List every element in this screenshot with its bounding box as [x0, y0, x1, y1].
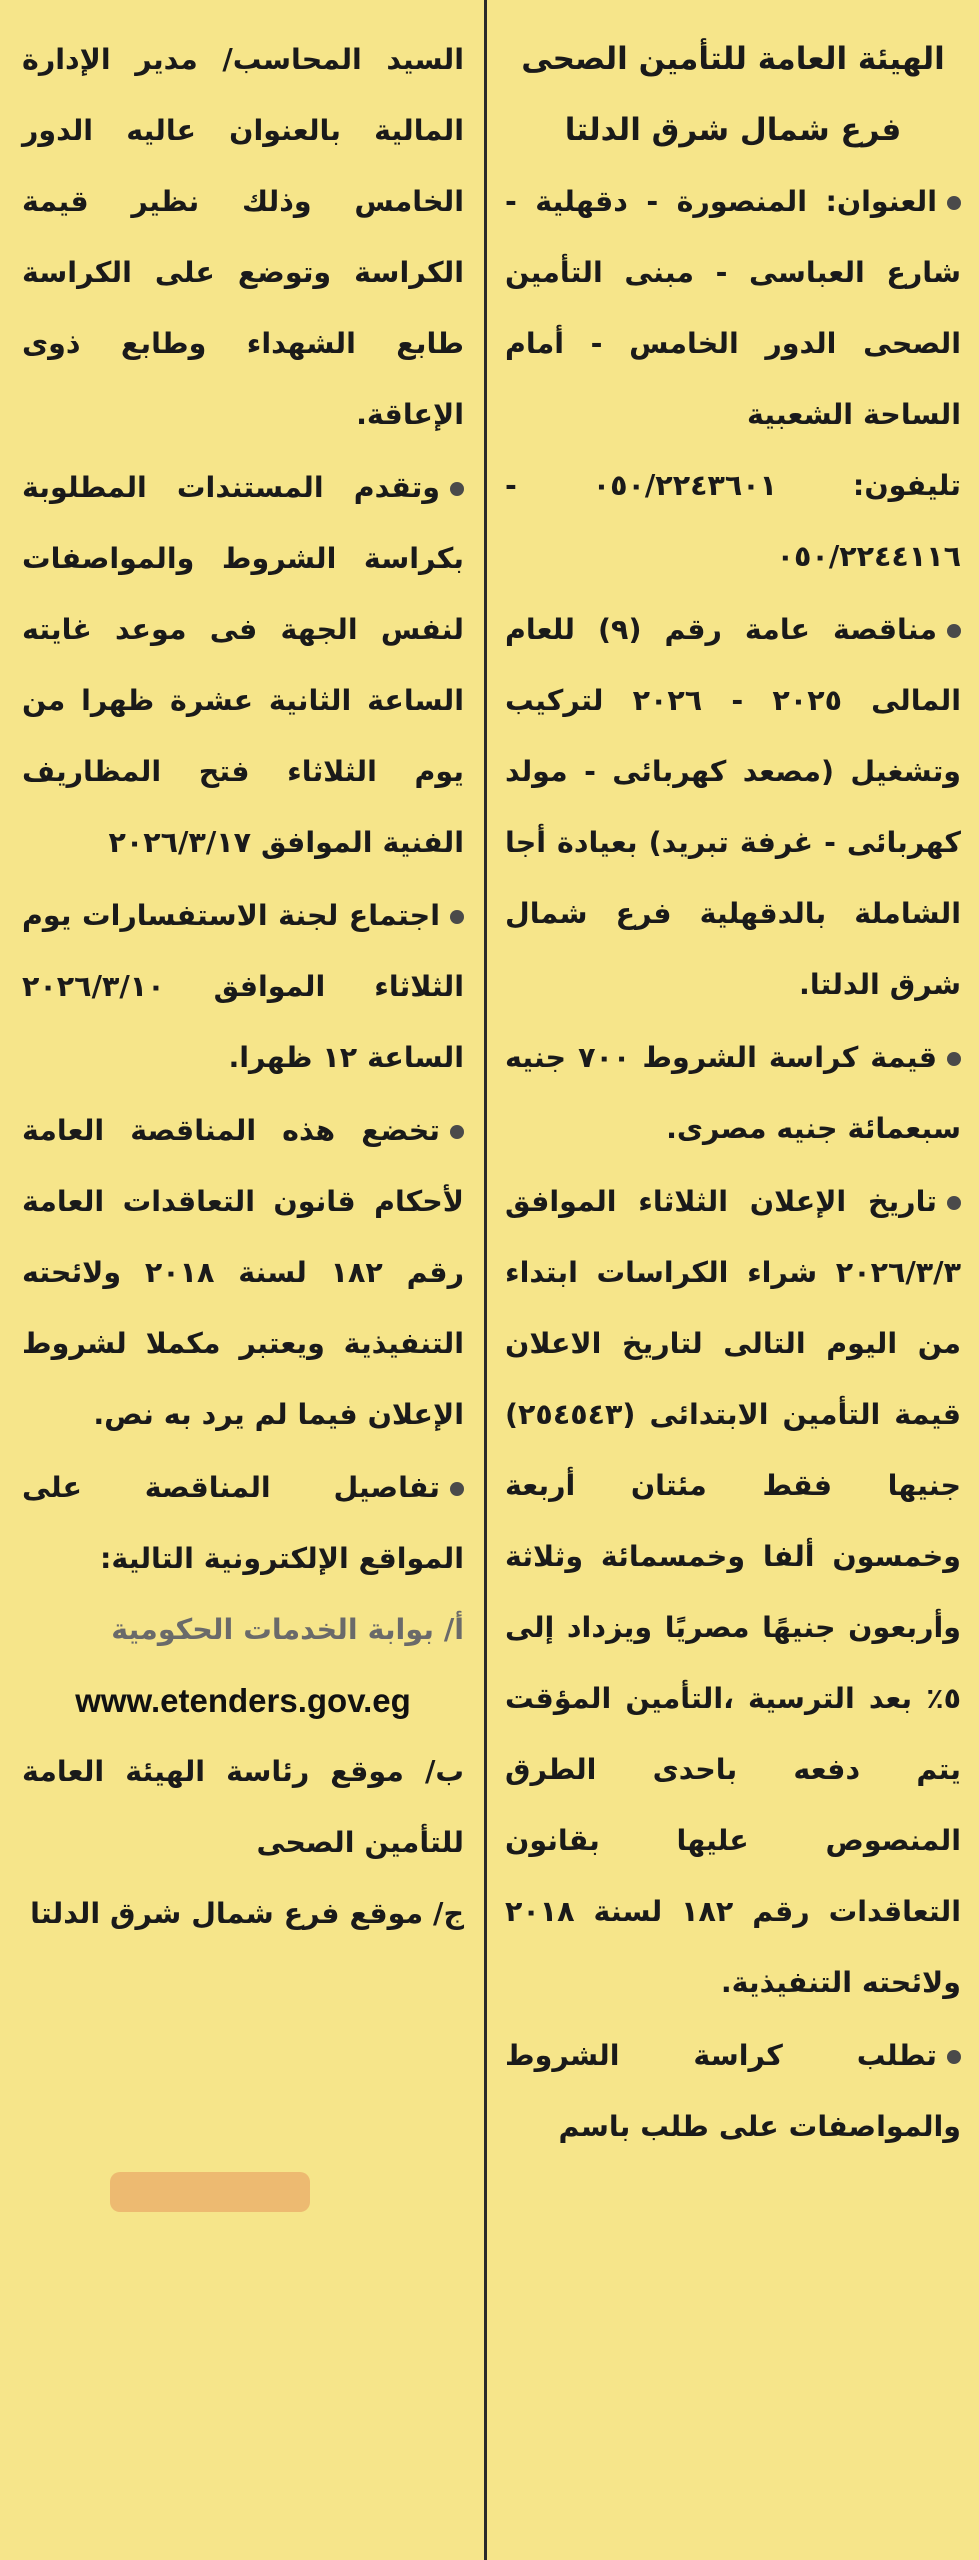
bullet-icon: [947, 624, 961, 638]
site-c-label: ج/ موقع فرع شمال شرق الدلتا: [30, 1897, 464, 1930]
date-text: تاريخ الإعلان الثلاثاء الموافق ٢٠٢٦/٣/٣ شراء الكراسات ابتداء من اليوم التالى لتاريخ الاعلان قيمة التأمين الابتدائى (٢٥٤٥٤٣) جنيها فقط مئتان أربعة وخمسون ألفا وخمسمائة وثلاثة وأربعون جنيهًا مصريًا ويزداد إلى ٥٪ بعد الترسية ،التأمين المؤقت يتم دفعه باحدى الطرق المنصوص عليها بقانون التعاقدات رقم ١٨٢ لسنة ٢٠١٨ ولائحته التنفيذية.: [505, 1185, 961, 1999]
price-paragraph: [505, 1022, 961, 1164]
bullet-icon: [947, 1196, 961, 1210]
site-a-label: أ/ بوابة الخدمات الحكومية: [111, 1613, 464, 1646]
meeting-paragraph: [22, 880, 464, 1093]
phone-paragraph: [505, 450, 961, 592]
sites-text: تفاصيل المناقصة على المواقع الإلكترونية التالية:: [22, 1471, 464, 1575]
documents-paragraph: [22, 452, 464, 878]
site-b-label: ب/ موقع رئاسة الهيئة العامة للتأمين الصحى: [22, 1755, 464, 1859]
red-ink-stamp-mark: [110, 2172, 310, 2212]
bullet-icon: [450, 910, 464, 924]
meeting-text: اجتماع لجنة الاستفسارات يوم الثلاثاء الموافق ٢٠٢٦/٣/١٠ الساعة ١٢ ظهرا.: [22, 899, 464, 1074]
right-column: [489, 0, 979, 2560]
bullet-icon: [947, 2050, 961, 2064]
request-text: تطلب كراسة الشروط والمواصفات على طلب باسم: [505, 2039, 961, 2143]
address-text: العنوان: المنصورة - دقهلية - شارع العباسى - مبنى التأمين الصحى الدور الخامس - أمام الساحة الشعبية: [505, 185, 961, 431]
phone-text: تليفون: ٠٥٠/٢٢٤٣٦٠١ - ٠٥٠/٢٢٤٤١١٦: [505, 469, 961, 573]
request-paragraph: [505, 2020, 961, 2162]
law-paragraph: [22, 1095, 464, 1450]
bullet-icon: [450, 1482, 464, 1496]
price-text: قيمة كراسة الشروط ٧٠٠ جنيه سبعمائة جنيه مصرى.: [505, 1041, 961, 1145]
law-text: تخضع هذه المناقصة العامة لأحكام قانون التعاقدات العامة رقم ١٨٢ لسنة ٢٠١٨ ولائحته التنفيذية ويعتبر مكملا لشروط الإعلان فيما لم يرد به نص.: [22, 1114, 464, 1431]
documents-text: وتقدم المستندات المطلوبة بكراسة الشروط والمواصفات لنفس الجهة فى موعد غايته الساعة الثانية عشرة ظهرا من يوم الثلاثاء فتح المظاريف الفنية الموافق ٢٠٢٦/٣/١٧: [22, 471, 464, 859]
bullet-icon: [947, 196, 961, 210]
branch-title: فرع شمال شرق الدلتا: [564, 112, 902, 148]
tender-paragraph: [505, 594, 961, 1020]
column-divider: [484, 0, 487, 2560]
tender-text: مناقصة عامة رقم (٩) للعام المالى ٢٠٢٥ - ٢٠٢٦ لتركيب وتشغيل (مصعد كهربائى - مولد كهربائى - غرفة تبريد) بعيادة أجا الشاملة بالدقهلية فرع شمال شرق الدلتا.: [505, 613, 961, 1001]
etenders-url[interactable]: www.etenders.gov.eg: [75, 1682, 411, 1719]
date-paragraph: [505, 1166, 961, 2018]
bullet-icon: [450, 1125, 464, 1139]
continuation-paragraph: [22, 24, 464, 450]
bullet-icon: [450, 482, 464, 496]
sites-paragraph: [22, 1452, 464, 1594]
authority-title: الهيئة العامة للتأمين الصحى: [521, 41, 945, 77]
continuation-text: السيد المحاسب/ مدير الإدارة المالية بالعنوان عاليه الدور الخامس وذلك نظير قيمة الكراسة وتوضع على الكراسة طابع الشهداء وطابع ذوى الإعاقة.: [22, 43, 464, 431]
bullet-icon: [947, 1052, 961, 1066]
address-paragraph: [505, 166, 961, 450]
